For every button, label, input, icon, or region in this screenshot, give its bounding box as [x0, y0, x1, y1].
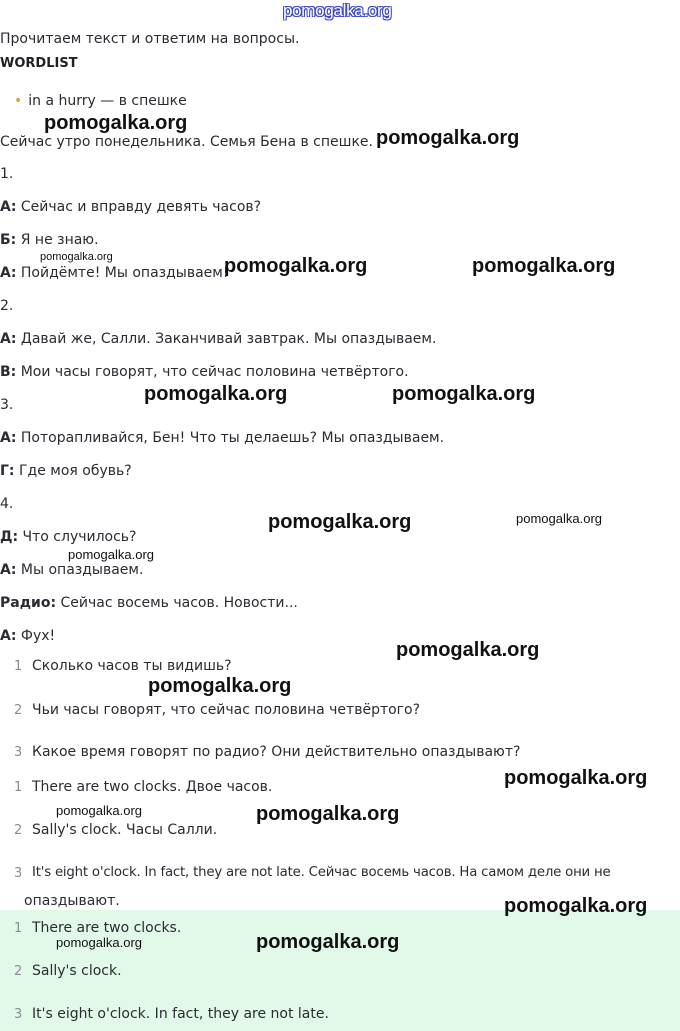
site-title[interactable]: pomogalka.org — [283, 1, 392, 20]
wordlist-item: • in a hurry — в спешке — [14, 93, 187, 109]
question-text: Какое время говорят по радио? Они действительно опаздывают? — [32, 744, 521, 760]
watermark: pomogalka.org — [516, 511, 602, 526]
scene-number: 4. — [0, 496, 14, 512]
watermark: pomogalka.org — [396, 639, 540, 661]
watermark: pomogalka.org — [256, 803, 400, 825]
watermark: pomogalka.org — [56, 935, 142, 950]
intro-text: Прочитаем текст и ответим на вопросы. — [0, 31, 300, 47]
dialogue-line: А: Давай же, Салли. Заканчивай завтрак. Мы опаздываем. — [0, 331, 437, 347]
answer-text: Sally's clock. — [32, 963, 122, 979]
answer-text: There are two clocks. Двое часов. — [32, 779, 273, 795]
answer-text: It's eight o'clock. In fact, they are not late. Сейчас восемь часов. На самом деле они не — [32, 865, 611, 880]
answer-text-continued: опаздывают. — [24, 893, 120, 909]
answer-number: 1 — [14, 921, 23, 936]
watermark: pomogalka.org — [148, 675, 292, 697]
watermark: pomogalka.org — [224, 255, 368, 277]
dialogue-line: В: Мои часы говорят, что сейчас половина четвёртого. — [0, 364, 409, 380]
answer-text: It's eight o'clock. In fact, they are not late. — [32, 1006, 329, 1022]
watermark: pomogalka.org — [44, 112, 188, 134]
watermark: pomogalka.org — [256, 931, 400, 953]
answer-number: 2 — [14, 964, 23, 979]
dialogue-line: А: Поторапливайся, Бен! Что ты делаешь? Мы опаздываем. — [0, 430, 445, 446]
dialogue-line: А: Сейчас и вправду девять часов? — [0, 199, 262, 215]
scene-number: 2. — [0, 298, 14, 314]
watermark: pomogalka.org — [144, 383, 288, 405]
watermark: pomogalka.org — [504, 767, 648, 789]
question-number: 1 — [14, 659, 23, 674]
answer-number: 3 — [14, 1007, 23, 1022]
question-number: 2 — [14, 703, 23, 718]
watermark: pomogalka.org — [68, 547, 154, 562]
question-number: 3 — [14, 745, 23, 760]
story-opening: Сейчас утро понедельника. Семья Бена в спешке. — [0, 134, 373, 150]
dialogue-line: Б: Я не знаю. — [0, 232, 99, 248]
watermark: pomogalka.org — [392, 383, 536, 405]
dialogue-line: А: Пойдёмте! Мы опаздываем! — [0, 265, 229, 281]
watermark: pomogalka.org — [268, 511, 412, 533]
wordlist-title: WORDLIST — [0, 56, 78, 71]
question-text: Сколько часов ты видишь? — [32, 658, 232, 674]
watermark: pomogalka.org — [40, 251, 113, 263]
dialogue-line: Д: Что случилось? — [0, 529, 137, 545]
answer-number: 2 — [14, 823, 23, 838]
watermark: pomogalka.org — [472, 255, 616, 277]
dialogue-line: А: Фух! — [0, 628, 56, 644]
question-text: Чьи часы говорят, что сейчас половина четвёртого? — [32, 702, 421, 718]
watermark: pomogalka.org — [504, 895, 648, 917]
dialogue-line: Г: Где моя обувь? — [0, 463, 132, 479]
answer-text: Sally's clock. Часы Салли. — [32, 822, 218, 838]
answer-number: 3 — [14, 866, 23, 881]
dialogue-line: А: Мы опаздываем. — [0, 562, 144, 578]
watermark: pomogalka.org — [376, 127, 520, 149]
bullet-icon: • — [14, 93, 23, 109]
answer-number: 1 — [14, 780, 23, 795]
scene-number: 3. — [0, 397, 14, 413]
scene-number: 1. — [0, 166, 14, 182]
answer-text: There are two clocks. — [32, 920, 182, 936]
dialogue-line: Радио: Сейчас восемь часов. Новости... — [0, 595, 298, 611]
watermark: pomogalka.org — [56, 803, 142, 818]
